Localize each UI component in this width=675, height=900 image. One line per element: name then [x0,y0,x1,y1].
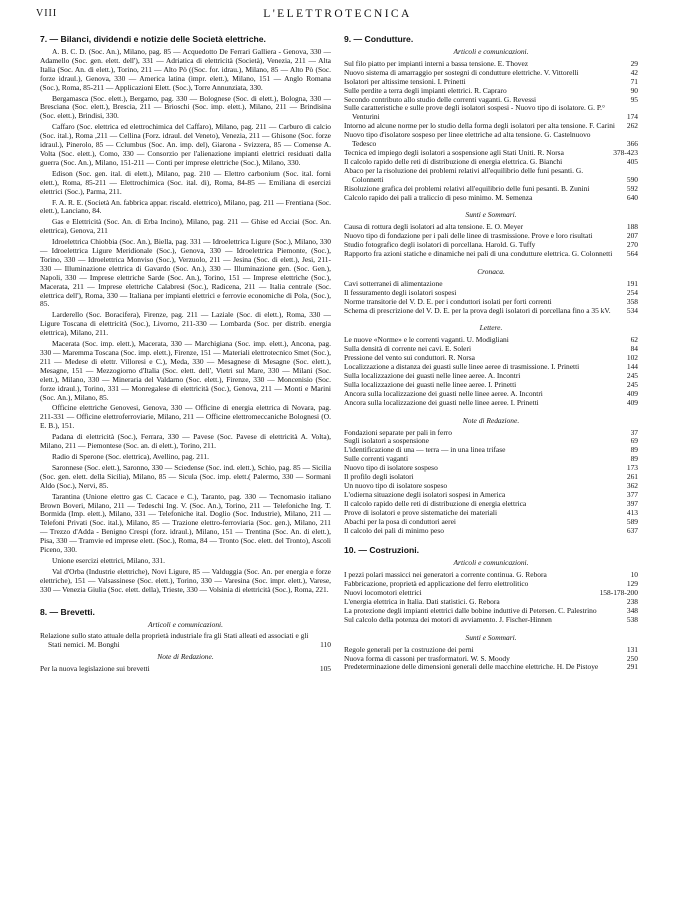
entry-page: 640 [626,192,638,202]
entry-title: Fabbricazione, proprietà ed applicazione del ferro elettrolitico [344,579,529,589]
entry-title: La protezione degli impianti elettrici dalle bobine induttive di Petersen. C. Palestrino [344,605,597,615]
company-paragraph: Saronnese (Soc. elett.), Saronno, 330 — Sciedense (Soc. ind. elett.), Schio, pag. 85 — Sicilia (Soc. gen. elett. della Sicilia), Milano, 85 — Sicula (Soc. imp. elett.( Palermo, 330 — Sormani Aldo (Soc.), Nervi, 85. [40,462,331,490]
entry-page: 270 [626,240,638,250]
entry-page: 637 [626,525,638,535]
subsection-heading: Articoli e comunicazioni. [453,558,529,568]
index-entry [344,527,638,536]
lettere-list [344,336,638,407]
entry-page: 95 [630,94,638,104]
entry-title: Studio fotografico degli isolatori di porcellana. Harold. G. Tuffy [344,240,536,250]
entry-page: 89 [630,454,638,464]
entry-title: Relazione sullo stato attuale della proprietà industriale fra gli Stati alleati ed associati e gli Stati nemici. M. Bonghi [40,631,309,650]
entry-title: Calcolo rapido dei pali a traliccio di peso minimo. M. Semenza [344,192,533,202]
articoli-list [344,60,638,203]
section-9-heading: 9. — Condutture. [344,34,414,44]
left-column [40,34,331,674]
entry-page: 254 [626,287,638,297]
entry-title: Rapporto fra azioni statiche e dinamiche nei pali di una condutture elettrica. G. Colonnetti [344,249,613,259]
index-entry [40,665,331,674]
company-paragraph: Bergamasca (Soc. elett.), Bergamo, pag. 330 — Bolognese (Soc. di elett.), Bologna, 330 — Bresciana (Soc. elett.), Brescia, 211 — Brioschi (Soc. imp. elett.), Milano, 211 — Brindisina (Soc. elett.), Brindisi, 330. [40,93,331,121]
entry-page: 366 [626,139,638,149]
costruzioni-sunti-list [344,646,638,673]
entry-title: Prove di isolatori e prove sistematiche dei materiali [344,507,498,517]
entry-title: Schema di prescrizione del V. D. E. per la prova degli isolatori di porcellana fino a 35 kV. [344,305,611,315]
index-entry [344,307,638,316]
note-list [344,429,638,536]
entry-title: Nuovo tipo di isolatore sospeso [344,463,438,473]
entry-title: Intorno ad alcune norme per lo studio della forma degli isolatori per alta tensione. F. Carini [344,121,616,131]
entry-title: Per la nuova legislazione sui brevetti [40,664,150,674]
entry-title: Sugli isolatori a sospensione [344,436,429,446]
entry-title: Abaco per la risoluzione dei problemi relativi all'equilibrio delle funi pesanti. G. Colonnetti [344,165,584,184]
entry-title: Tecnica ed impiego degli isolatori a sospensione agli Stati Uniti. R. Norsa [344,147,564,157]
entry-page: 291 [626,662,638,672]
entry-title: Cavi sotterranei di alimentazione [344,278,443,288]
subsection-heading: Articoli e comunicazioni. [148,619,223,629]
entry-title: Isolatori per altissime tensioni. I. Prinetti [344,76,466,86]
entry-page: 405 [626,156,638,166]
section-7-heading: 7. — Bilanci, dividendi e notizie delle Società elettriche. [40,34,266,44]
entry-page: 534 [626,305,638,315]
entry-page: 564 [626,249,638,259]
page-header [36,8,639,22]
companies-list [40,48,331,595]
entry-title: Regole generali per la costruzione dei perni [344,644,474,654]
entry-page: 131 [626,644,638,654]
entry-page: 358 [626,296,638,306]
entry-title: Nuovo sistema di amarraggio per sostegni di condutture elettriche. V. Vittorelli [344,67,579,77]
entry-title: Sulle caratteristiche e sulle prove degli isolatori sospesi - Nuovo tipo di isolatore. G. P.° Venturini [344,103,605,122]
entry-page: 207 [626,231,638,241]
entry-title: Secondo contributo allo studio delle correnti vaganti. G. Revessi [344,94,537,104]
subsection-heading: Sunti e Sommari. [465,632,517,642]
entry-page: 89 [630,445,638,455]
entry-page: 174 [626,112,638,122]
entry-title: Predeterminazione delle dimensioni generali delle macchine elettriche. H. De Pistoye [344,662,599,672]
journal-title: L'ELETTROTECNICA [263,8,412,20]
company-paragraph: Macerata (Soc. imp. elett.), Macerata, 330 — Marchigiana (Soc. imp. elett.), Ancona, pag. 330 — Maremma Toscana (Soc. imp. elett.), Firenze, 151 — Materiali elettrotecnico Smet (Soc.), 211 — Medese di elettr. Villoresi e C.), Meda, 330 — Mesagnese di Mesagne (Soc. elett.), Mesagne, 151 — Mezzogiorno d'Italia (Soc. elett. dell', Vietri sul Mare, 330 — Milani (Soc. elett.), Milano, 330 — Mineraria del Valdarno (Soc. elett.), Firenze, 330 — Moncenisio (Soc. forze idraul.), Torino, 331 — Monregalese di elettricità (Soc.), Genova, 211 — Monti e Marini (Soc. An.), Milano, 85. [40,339,331,402]
index-entry [344,104,638,122]
page-number: VIII [36,8,58,19]
index-entry [344,616,638,625]
section-10-heading: 10. — Costruzioni. [344,545,419,556]
entry-title: Risoluzione grafica dei problemi relativi all'equilibrio delle funi pesanti. B. Zunini [344,183,590,193]
entry-title: Il calcolo rapido delle reti di distribuzione di energia elettrica [344,498,527,508]
entry-title: Nuova forma di cassoni per trasformatori. W. S. Moody [344,653,510,663]
entry-page: 377 [626,489,638,499]
section-8-heading: 8. — Brevetti. [40,606,95,617]
index-entry [344,131,638,149]
entry-page: 397 [626,498,638,508]
entry-page: 413 [626,507,638,517]
subsection-heading: Cronaca. [477,266,505,276]
index-entry [344,194,638,203]
entry-page: 37 [630,427,638,437]
entry-page: 102 [626,353,638,363]
entry-title: Sul calcolo della potenza dei motori di avviamento. J. Fischer-Hinnen [344,614,552,624]
company-paragraph: Officine elettriche Genovesi, Genova, 330 — Officine di energia elettrica di Novara, pag. 211-331 — Officine elettroferroviarie, Milano, 211 — Officine elettromeccaniche Bolognesi (O. E. B.), 151. [40,403,331,431]
entry-title: I pezzi polari massicci nei generatori a corrente continua. G. Rebora [344,570,547,580]
company-paragraph: Idroelettrica Chiobbia (Soc. An.), Biella, pag. 331 — Idroelettrica Ligure (Soc.), Milano, 330 — Idroelettrica Ligure Meridionale (Soc.), Genova, 330 — Idroelettrica Piemonte, (Soc.), Torino, 330 — Idroelettrica Monviso (Soc.), Verzuolo, 211 — Jesina (Soc. di elett.), Jesi, 211-330 — Illuminazione elettrica di Gavardo (Soc. An.), 330 — Illuminazione gen. (Soc. Gen.), Napoli, 330 — Imprese elettriche Sarde (Soc. An.), Torino, 151 — Imprese elettriche (Soc.), Macerata, 211 — Imprese elettriche Calabresi (Soc.), Radicena, 211 — Italia centrale (Soc. elettrica dell'), Roma, 330 — Italiana per impianti elettrici e ferrovie economiche di Pola, (Soc.), 85. [40,237,331,309]
entry-title: Le nuove «Norme» e le correnti vaganti. U. Modigliani [344,335,509,345]
entry-title: Localizzazione a distanza dei guasti sulle linee aeree di trasmissione. I. Prinetti [344,362,580,372]
entry-page: 245 [626,379,638,389]
entry-title: Causa di rottura degli isolatori ad alta tensione. E. O. Meyer [344,222,524,232]
entry-title: L'odierna situazione degli isolatori sospesi in America [344,489,506,499]
entry-title: Abachi per la posa di conduttori aerei [344,516,456,526]
company-paragraph: Unione esercizi elettrici, Milano, 331. [52,555,165,565]
entry-page: 90 [630,85,638,95]
subsection-heading: Lettere. [479,323,503,333]
entry-title: Fondazioni separate per pali in ferro [344,427,453,437]
entry-page: 29 [630,58,638,68]
index-entry [344,663,638,672]
entry-page: 173 [626,463,638,473]
entry-title: L'energia elettrica in Italia. Dati statistici. G. Rebora [344,597,500,607]
index-entry [40,632,331,650]
entry-page: 262 [626,121,638,131]
entry-page: 590 [626,174,638,184]
company-paragraph: Gas e Elettricità (Soc. An. di Erba Incino), Milano, pag. 211 — Ghise ed Acciai (Soc. An. elettrica), Genova, 211 [40,217,331,236]
entry-page: 42 [630,67,638,77]
entry-page: 592 [626,183,638,193]
entry-page: 188 [626,222,638,232]
entry-page: 538 [626,614,638,624]
entry-title: Sulle perdite a terra degli impianti elettrici. R. Capraro [344,85,507,95]
entry-title: Sulle correnti vaganti [344,454,409,464]
subsection-heading: Note di Redazione. [157,652,214,662]
entry-page: 84 [630,344,638,354]
entry-page: 105 [319,664,331,674]
entry-title: Pressione del vento sui conduttori. R. Norsa [344,353,475,363]
entry-page: 362 [626,480,638,490]
entry-title: Ancora sulla localizzazione dei guasti nelle linee aeree. A. Incontri [344,388,543,398]
entry-page: 245 [626,371,638,380]
entry-title: Il calcolo dei pali di minimo peso [344,525,444,535]
index-entry [344,399,638,408]
entry-title: Nuovi locomotori elettrici [344,588,422,598]
cronaca-list [344,280,638,316]
index-entry [344,250,638,259]
entry-page: 158-178-200 [599,588,638,598]
entry-title: Sulla localizzazione dei guasti nelle linee aeree. A. Incontri [344,371,521,380]
entry-title: Il fessuramento degli isolatori sospesi [344,287,457,297]
right-column [344,34,638,672]
entry-page: 71 [630,76,638,86]
entry-title: Norme transitorie del V. D. E. per i conduttori isolati per forti correnti [344,296,552,306]
entry-title: Sulla localizzazione dei guasti nelle linee aeree. I. Prinetti [344,379,517,389]
entry-page: 409 [626,388,638,398]
company-paragraph: Larderello (Soc. Boracifera), Firenze, pag. 211 — Laziale (Soc. di elett.), Roma, 330 — Ligure Toscana di elettricità (Soc.), Livorno, 211-330 — Lombarda (Soc. per distrib. energia elettrica), Milano, 211. [40,310,331,338]
entry-page: 238 [626,597,638,607]
entry-page: 261 [626,472,638,482]
entry-title: Sulla densità di corrente nei cavi. E. Soleri [344,344,472,354]
entry-title: Nuovo tipo di fondazione per i pali delle linee di trasmissione. Prove e loro risultati [344,231,593,241]
company-paragraph: Val d'Orba (Industrie elettriche), Novi Ligure, 85 — Valduggia (Soc. An. per energia e forze elettriche), 151 — Valsassinese (Soc. elett.), Torino, 330 — Varesina (Soc. impr. elett.), Varese, 330 — Venezia Giulia (Soc. elett. della), Trieste, 330 — Volsinia di elettricità (Soc.), Roma, 221. [40,566,331,594]
entry-title: L'identificazione di una — terra — in una linea trifase [344,445,506,455]
entry-page: 409 [626,397,638,407]
company-paragraph: Edison (Soc. gen. ital. di elett.), Milano, pag. 210 — Elettro carbonium (Soc. ital. forni elett.), Roma, 85-211 — Elettrochimica (Soc. ital. di), Roma, 84-85 — Emiliana di esercizi elettrici (Soc.), Parma, 211. [40,168,331,196]
company-paragraph: Radio di Sperone (Soc. elettrica), Avellino, pag. 211. [52,451,209,461]
entry-title: Sul filo piatto per impianti interni a bassa tensione. E. Thovez [344,58,529,68]
entry-page: 10 [630,570,638,580]
company-paragraph: A. B. C. D. (Soc. An.), Milano, pag. 85 — Acquedotto De Ferrari Galliera - Genova, 330 — Adamello (Soc. gen. elett. dell'), 331 — Adriatica di elettricità (Società), Venezia, 211 — Alta Italia (Soc. An. di elett.), Torino, 211 — Alto Pò ((Soc. for. idrau.), Milano, 85 — Alto Pò (Soc. forze idraul.), Genova, 330 — America latina (impr. elett.), Milano, 151 — Anglo Romana (Soc.), Roma, 85-211 — Applicazioni Elett. (Soc.), Torre Annunziata, 330. [40,47,331,92]
entry-title: Ancora sulla localizzazione dei guasti nelle linee aeree. I. Prinetti [344,397,539,407]
entry-page: 110 [320,640,331,650]
index-entry [344,167,638,185]
entry-page: 589 [626,516,638,526]
entry-page: 62 [630,335,638,345]
entry-title: Un nuovo tipo di isolatore sospeso [344,480,448,490]
entry-page: 250 [626,653,638,663]
sunti-list [344,223,638,259]
entry-page: 191 [626,278,638,288]
entry-page: 348 [626,605,638,615]
subsection-heading: Articoli e comunicazioni. [453,47,529,56]
subsection-heading: Note di Redazione. [462,415,520,425]
entry-title: Nuovo tipo d'isolatore sospeso per linee elettriche ad alta tensione. G. Castelnuovo Tedesco [344,130,591,149]
entry-page: 144 [626,362,638,372]
entry-title: Il profilo degli isolatori [344,472,414,482]
entry-title: Il calcolo rapido delle reti di distribuzione di energia elettrica. G. Bianchi [344,156,563,166]
entry-page: 378-423 [613,147,638,157]
subsection-heading: Sunti e Sommari. [465,210,517,220]
entry-page: 129 [626,579,638,589]
company-paragraph: Tarantina (Unione elettro gas C. Cacace e C.), Taranto, pag. 330 — Tecnomasio italiano Brown Boveri, Milano, 211 — Tedeschi Ing. V. (Soc. An.), Torino, 211 — Telefoniche Ing. T. Bormida (Imp. elett.), Milano, 331 — Telefoniche ital. Doglio (Soc. Industrie), Milano, 211 — Telefoni Privati (Soc. ital.), Milano, 85 — Trazione elettro-ferroviaria (Soc. gen.), Milano, 211 — Trezzo d'Adda - Benigno Crespi (forz. idraul.), Milano, 151 — Trentina (Soc. An. di elett.), Pisa, 330 — Tramvie ed imprese elett. (Soc.), Roma, 84 — Tronto (Soc. elett. del Tronto), Ascoli Piceno, 330. [40,491,331,555]
company-paragraph: Caffaro (Soc. elettrica ed elettrochimica del Caffaro), Milano, pag. 211 — Carburo di calcio (Soc. ital.), Roma ,211 — Cellina (Forz. idraul. del Veneto), Venezia, 211 — Ghisone (Soc. forze idraul.), Pinerolo, 85 — Cclumbus (Soc. An. imp. del), Giarona - Svizzera, 85 — Comense A. Volta (Soc. elett.), Como, 330 — Consorzio per l'alienazione impianti elettrici residuati dalla guerra (Soc. An.), Milano, 151-211 — Conti per imprese elettriche (Soc.), Milano, 330. [40,122,331,167]
costruzioni-articoli-list [344,571,638,624]
entry-page: 69 [630,436,638,446]
company-paragraph: Padana di elettricità (Soc.), Ferrara, 330 — Pavese (Soc. Pavese di elettricità A. Volta), Milano, 211 — Piemontese (Soc. an. di elett.), Torino, 211. [40,432,331,451]
company-paragraph: F. A. R. E. (Società An. fabbrica appar. riscald. elettrico), Milano, pag. 211 — Frentiana (Soc. elett.), Lanciano, 84. [40,197,331,216]
